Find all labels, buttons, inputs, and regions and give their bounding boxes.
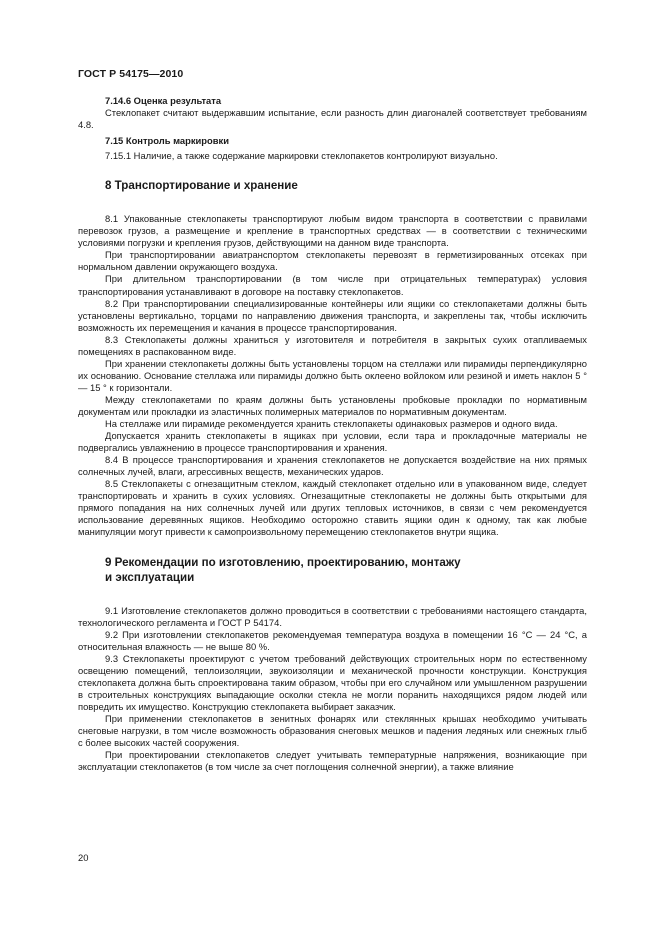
document-body (78, 95, 587, 773)
subsection-title-7-14-6: 7.14.6 Оценка результата (105, 95, 222, 106)
subsection-title-7-15: 7.15 Контроль маркировки (105, 135, 229, 147)
paragraph-8-3-racks: При хранении стеклопакеты должны быть установлены торцом на стеллажи или пирамиды перпендикулярно их основанию. Основание стеллажа или пирамиды должно быть оклеено войлоком или резиной и иметь наклон 5 ° — 15 ° к горизонтали. (78, 357, 587, 393)
document-header: ГОСТ Р 54175—2010 (78, 68, 184, 80)
page-number: 20 (78, 852, 89, 863)
paragraph-8-5: 8.5 Стеклопакеты с огнезащитным стеклом, каждый стеклопакет отдельно или в упакованном виде, следует транспортировать и хранить в сухих условиях. Огнезащитные стеклопакеты не должны быть открытыми для прямого попадания на них солнечных лучей или других тепловых источников, в связи с чем рекомендуется использование деревянных ящиков. Необходимо осторожно ставить ящики один к одному, так как любые манипуляции могут привести к самопроизвольному перемещению стеклопакетов внутри ящика. (78, 478, 587, 538)
paragraph-9-2: 9.2 При изготовлении стеклопакетов рекомендуемая температура воздуха в помещении 16 °С — 24 °С, а относительная влажность — не выше 80 %. (78, 628, 587, 652)
section-title-9-line1: 9 Рекомендации по изготовлению, проектированию, монтажу (105, 555, 461, 569)
paragraph-8-3-same: На стеллаже или пирамиде рекомендуется хранить стеклопакеты одинаковых размеров и одного вида. (105, 418, 558, 430)
section-title-8: 8 Транспортирование и хранение (105, 179, 298, 193)
paragraph-8-1-long: При длительном транспортировании (в том числе при отрицательных температурах) условия транспортирования устанавливают в договоре на поставку стеклопакетов. (78, 273, 587, 297)
paragraph-8-3: 8.3 Стеклопакеты должны храниться у изготовителя и потребителя в закрытых сухих отапливаемых помещениях в распакованном виде. (78, 333, 587, 357)
section-title-9-line2: и эксплуатации (105, 570, 195, 584)
paragraph-8-4: 8.4 В процессе транспортирования и хранения стеклопакетов не допускается воздействие на них прямых солнечных лучей, влаги, агрессивных веществ, механических ударов. (78, 454, 587, 478)
paragraph-8-3-boxes: Допускается хранить стеклопакеты в ящиках при условии, если тара и прокладочные материалы не подвергались увлажнению в процессе транспортирования и хранения. (78, 430, 587, 454)
paragraph-8-2: 8.2 При транспортировании специализированные контейнеры или ящики со стеклопакетами должны быть установлены вертикально, торцами по направлению движения транспорта, и закреплены так, чтобы исключить возможность их перемещения и качания в процессе транспортирования. (78, 297, 587, 333)
paragraph-9-1: 9.1 Изготовление стеклопакетов должно проводиться в соответствии с требованиями настоящего стандарта, технологического регламента и ГОСТ Р 54174. (78, 604, 587, 628)
paragraph-8-3-pads: Между стеклопакетами по краям должны быть установлены пробковые прокладки по нормативным документам или прокладки из эластичных полимерных материалов по нормативным документам. (78, 393, 587, 417)
paragraph-8-1-air: При транспортировании авиатранспортом стеклопакеты перевозят в герметизированных отсеках при нормальном давлении окружающего воздуха. (78, 249, 587, 273)
section-title-9 (78, 555, 587, 585)
paragraph-9-3-roofs: При применении стеклопакетов в зенитных фонарях или стеклянных крышах необходимо учитывать снеговые нагрузки, в том числе возможность образования снеговых мешков и падения ледяных или снежных глыб с более высоких частей сооружения. (78, 712, 587, 749)
paragraph-9-3: 9.3 Стеклопакеты проектируют с учетом требований действующих строительных норм по естественному освещению помещений, теплоизоляции, звукоизоляции и механической прочности конструкции. Конструкция стеклопакета должна быть спроектирована таким образом, чтобы при его случайном или умышленном разрушении в строительных конструкциях выпадающие осколки стекла не могли поранить находящихся рядом людей или повредить их имущество. Конструкцию стеклопакета выбирает заказчик. (78, 652, 587, 712)
paragraph-8-1: 8.1 Упакованные стеклопакеты транспортируют любым видом транспорта в соответствии с правилами перевозок грузов, а размещение и крепление в транспортных средствах — в соответствии с техническими условиями погрузки и крепления грузов, действующими на данном виде транспорта. (78, 213, 587, 249)
paragraph-7-15-1: 7.15.1 Наличие, а также содержание маркировки стеклопакетов контролируют визуально. (105, 150, 498, 162)
paragraph-9-3-thermal: При проектировании стеклопакетов следует учитывать температурные напряжения, возникающие при эксплуатации стеклопакетов (в том числе за счет поглощения солнечной энергии), а также влияние (78, 749, 587, 773)
paragraph-7-14-6: Стеклопакет считают выдержавшим испытание, если разность длин диагоналей соответствует требованиям 4.8. (78, 107, 587, 131)
